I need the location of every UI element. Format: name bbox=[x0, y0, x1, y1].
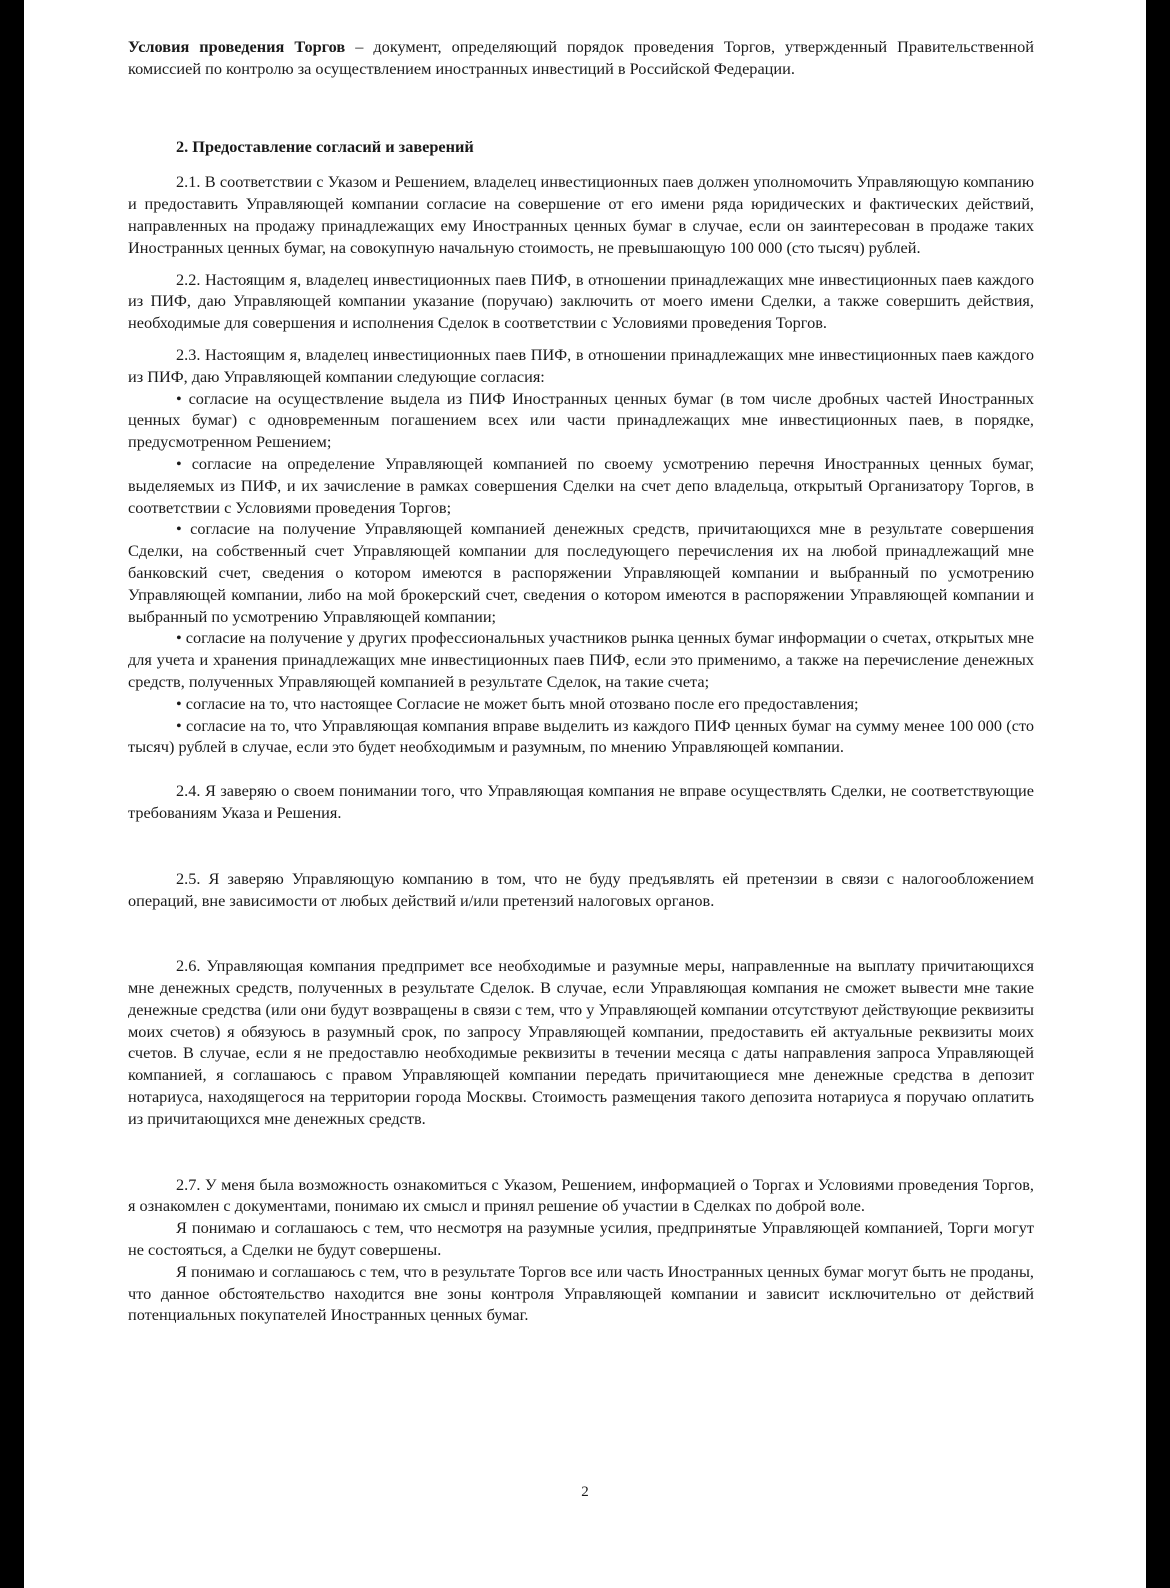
clause-2-5: 2.5. Я заверяю Управляющую компанию в том, что не буду предъявлять ей претензии в связи с налогообложением операций, вне зависимости от любых действий и/или претензий налоговых органов. bbox=[128, 868, 1034, 910]
clause-2-7-paragraph: Я понимаю и соглашаюсь с тем, что несмотря на разумные усилия, предпринятые Управляющей компанией, Торги могут не состояться, а Сделки не будут совершены. bbox=[128, 1218, 1034, 1260]
definition-text: – документ, определяющий порядок проведения Торгов, утвержденный Правительственной комиссией по контролю за осуществлением иностранных инвестиций в Российской Федерации. bbox=[128, 37, 1034, 78]
consent-bullet: • согласие на осуществление выдела из ПИФ Иностранных ценных бумаг (в том числе дробных частей Иностранных ценных бумаг) с одновременным погашением всех или части принадлежащих мне инвестиционных паев, в порядке, предусмотренном Решением; bbox=[128, 388, 1034, 452]
consent-bullet: • согласие на получение у других профессиональных участников рынка ценных бумаг информации о счетах, открытых мне для учета и хранения принадлежащих мне инвестиционных паев ПИФ, если это применимо, а также на перечисление денежных средств, полученных Управляющей компанией в результате Сделок, на такие счета; bbox=[128, 628, 1034, 691]
definition-term: Условия проведения Торгов bbox=[128, 37, 346, 56]
clause-2-3: 2.3. Настоящим я, владелец инвестиционных паев ПИФ, в отношении принадлежащих мне инвестиционных паев каждого из ПИФ, даю Управляющей компании следующие согласия: bbox=[128, 344, 1034, 386]
section-heading: 2. Предоставление согласий и заверений bbox=[176, 136, 474, 156]
consent-bullet: • согласие на то, что настоящее Согласие не может быть мной отозвано после его предоставления; bbox=[176, 693, 859, 713]
clause-2-2: 2.2. Настоящим я, владелец инвестиционных паев ПИФ, в отношении принадлежащих мне инвестиционных паев каждого из ПИФ, даю Управляющей компании указание (поручаю) заключить от моего имени Сделки, а также совершить действия, необходимые для совершения и исполнения Сделок в соответствии с Условиями проведения Торгов. bbox=[128, 269, 1034, 333]
clause-2-7-paragraph: Я понимаю и соглашаюсь с тем, что в результате Торгов все или часть Иностранных ценных бумаг могут быть не проданы, что данное обстоятельство находится вне зоны контроля Управляющей компании и зависит исключительно от действий потенциальных покупателей Иностранных ценных бумаг. bbox=[128, 1261, 1034, 1325]
consent-bullet: • согласие на то, что Управляющая компания вправе выделить из каждого ПИФ ценных бумаг на сумму менее 100 000 (сто тысяч) рублей в случае, если это будет необходимым и разумным, по мнению Управляющей компании. bbox=[128, 715, 1034, 757]
page-number: 2 bbox=[581, 1484, 589, 1500]
document-body bbox=[128, 36, 1034, 1326]
clause-2-7: 2.7. У меня была возможность ознакомиться с Указом, Решением, информацией о Торгах и Условиями проведения Торгов, я ознакомлен с документами, понимаю их смысл и принял решение об участии в Сделках по доброй воле. bbox=[128, 1174, 1034, 1216]
clause-2-6: 2.6. Управляющая компания предпримет все необходимые и разумные меры, направленные на выплату причитающихся мне денежных средств, полученных в результате Сделок. В случае, если Управляющая компания не сможет вывести мне такие денежные средства (или они будут возвращены в связи с тем, что у Управляющей компании отсутствуют действующие реквизиты моих счетов) я обязуюсь в разумный срок, по запросу Управляющей компании, предоставить ей актуальные реквизиты моих счетов. В случае, если я не предоставлю необходимые реквизиты в течении месяца с даты направления запроса Управляющей компанией, я соглашаюсь с правом Управляющей компании передать причитающиеся мне денежные средства в депозит нотариуса, находящегося на территории города Москвы. Стоимость размещения такого депозита нотариуса я поручаю оплатить из причитающихся мне денежных средств. bbox=[128, 956, 1034, 1128]
document-page bbox=[24, 0, 1146, 1588]
consent-bullet: • согласие на получение Управляющей компанией денежных средств, причитающихся мне в результате совершения Сделки, на собственный счет Управляющей компании для последующего перечисления их на любой принадлежащий мне банковский счет, сведения о котором имеются в распоряжении Управляющей компании и выбранный по усмотрению Управляющей компании, либо на мой брокерский счет, сведения о котором имеются в распоряжении Управляющей компании и выбранный по усмотрению Управляющей компании; bbox=[128, 519, 1034, 626]
clause-2-1: 2.1. В соответствии с Указом и Решением, владелец инвестиционных паев должен уполномочить Управляющую компанию и предоставить Управляющей компании согласие на совершение от его имени ряда юридических и фактических действий, направленных на продажу принадлежащих ему Иностранных ценных бумаг в случае, если он заинтересован в продаже таких Иностранных ценных бумаг, на совокупную начальную стоимость, не превышающую 100 000 (сто тысяч) рублей. bbox=[128, 172, 1034, 257]
consent-bullet: • согласие на определение Управляющей компанией по своему усмотрению перечня Иностранных ценных бумаг, выделяемых из ПИФ, и их зачисление в рамках совершения Сделки на счет депо владельца, открытый Организатору Торгов, в соответствии с Условиями проведения Торгов; bbox=[128, 453, 1034, 517]
definition-paragraph bbox=[128, 36, 1034, 80]
clause-2-4: 2.4. Я заверяю о своем понимании того, что Управляющая компания не вправе осуществлять Сделки, не соответствующие требованиям Указа и Решения. bbox=[128, 781, 1034, 822]
